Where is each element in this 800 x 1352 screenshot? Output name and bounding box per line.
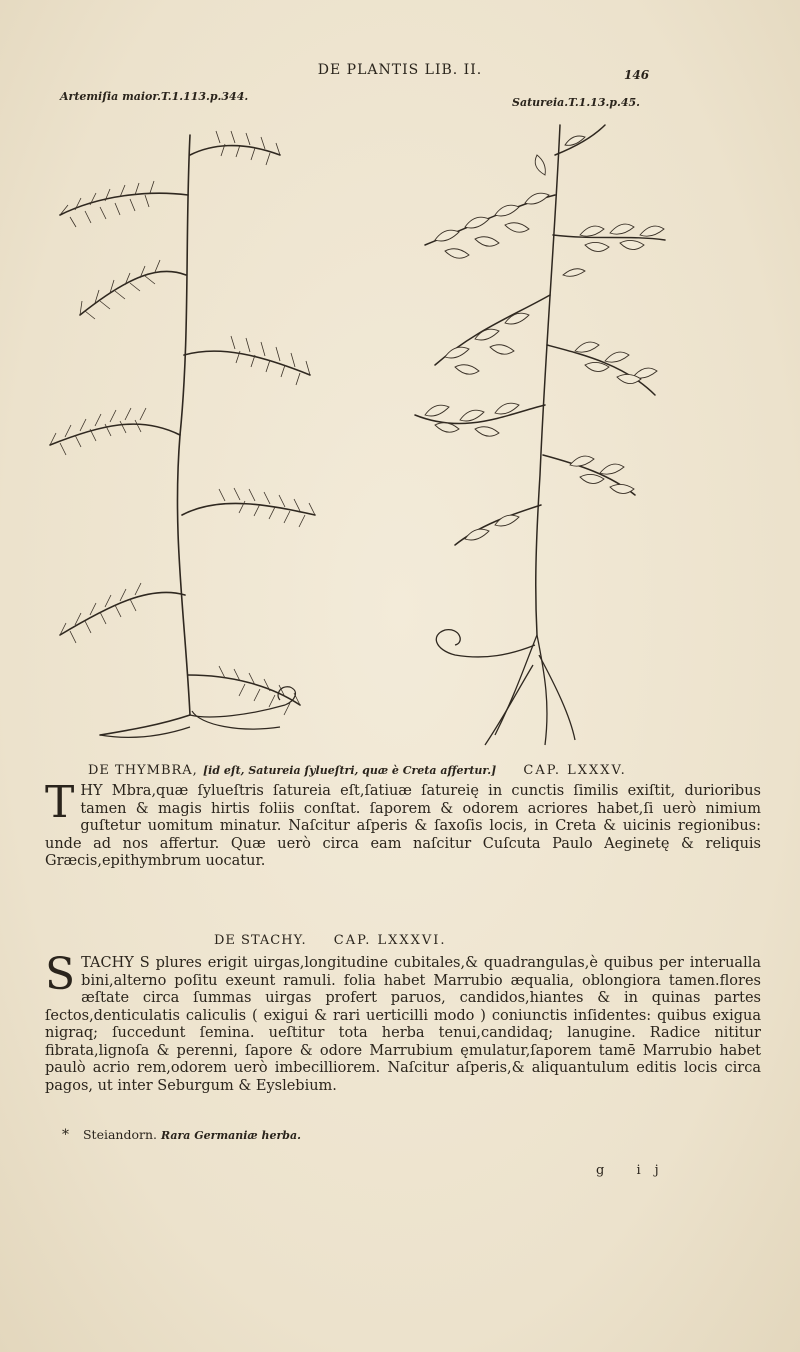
chapter-85-subtitle: [id eſt, Satureia ſylueſtri, quæ è Creta affertur.]: [202, 764, 497, 777]
chapter-85-title: DE THYMBRA,: [88, 763, 198, 778]
satureia-woodcut-illustration: [395, 115, 680, 755]
drop-cap-t: T: [45, 777, 75, 828]
chapter-86-heading: [214, 933, 447, 948]
artemisia-woodcut-illustration: [40, 115, 330, 745]
chapter-86-text: TACHY S plures erigit uirgas,longitudine cubitales,& quadrangulas,è quibus per interualla bini,alterno poſitu exeunt ramuli. folia habet Marrubio æqualia, oblongiora tamen.flores æſtate circa ſummas uirgas profert paruos, candidos,hiantes & in quinas partes ſectos,denticulatis caliculis ( exigui & rari uerticilli modo ) coniunctis inſidentes: quibus exigua nigraq; ſuccedunt ſemina. ueſtitur tota herba tenui,candidaq; lanugine. Radice nititur fibrata,lignoſa & perenni, ſapore & odore Marrubium ęmulatur,ſaporem tamē Marrubio habet paulò acrio rem,odorem uerò imbecilliorem. Naſcitur aſperis,& aliquantulum editis locis circa pagos, ut inter Seburgum & Eyslebium.: [45, 955, 761, 1094]
drop-cap-s: S: [45, 949, 76, 1000]
marginal-note: [62, 1127, 301, 1143]
signature-mark: g ij: [596, 1163, 673, 1178]
asterisk-icon: *: [62, 1127, 69, 1143]
chapter-85-paragraph: [45, 777, 761, 871]
chapter-86-number: CAP. LXXXVI.: [333, 933, 447, 948]
chapter-86-paragraph: [45, 949, 761, 1095]
chapter-85-number: CAP. LXXXV.: [523, 763, 627, 778]
plate-label-satureia: Satureia.T.1.13.p.45.: [512, 96, 640, 109]
page-number: 146: [624, 68, 650, 82]
plate-label-artemisia: Artemiſia maior.T.1.113.p.344.: [60, 90, 249, 103]
chapter-85-heading: [88, 763, 627, 778]
footnote-italic-note: Rara Germaniæ herba.: [160, 1129, 301, 1142]
chapter-86-title: DE STACHY.: [214, 933, 307, 948]
chapter-85-text: HY Mbra,quæ ſylueſtris ſatureia eſt,ſatiuæ ſatureię in cunctis ſimilis exiſtit, durioribus tamen & magis hirtis foliis conſtat. ſaporem & odorem acriores habet,ſi uerò nimium guſtetur uomitum minatur. Naſcitur aſperis & ſaxoſis locis, in Creta & uicinis regionibus: unde ad nos affertur. Quæ uerò circa eam naſcitur Cuſcuta Paulo Aeginetę & reliquis Græcis,epithymbrum uocatur.: [45, 783, 761, 869]
running-head: DE PLANTIS LIB. II.: [317, 62, 483, 78]
footnote-german-name: Steiandorn.: [82, 1127, 157, 1142]
